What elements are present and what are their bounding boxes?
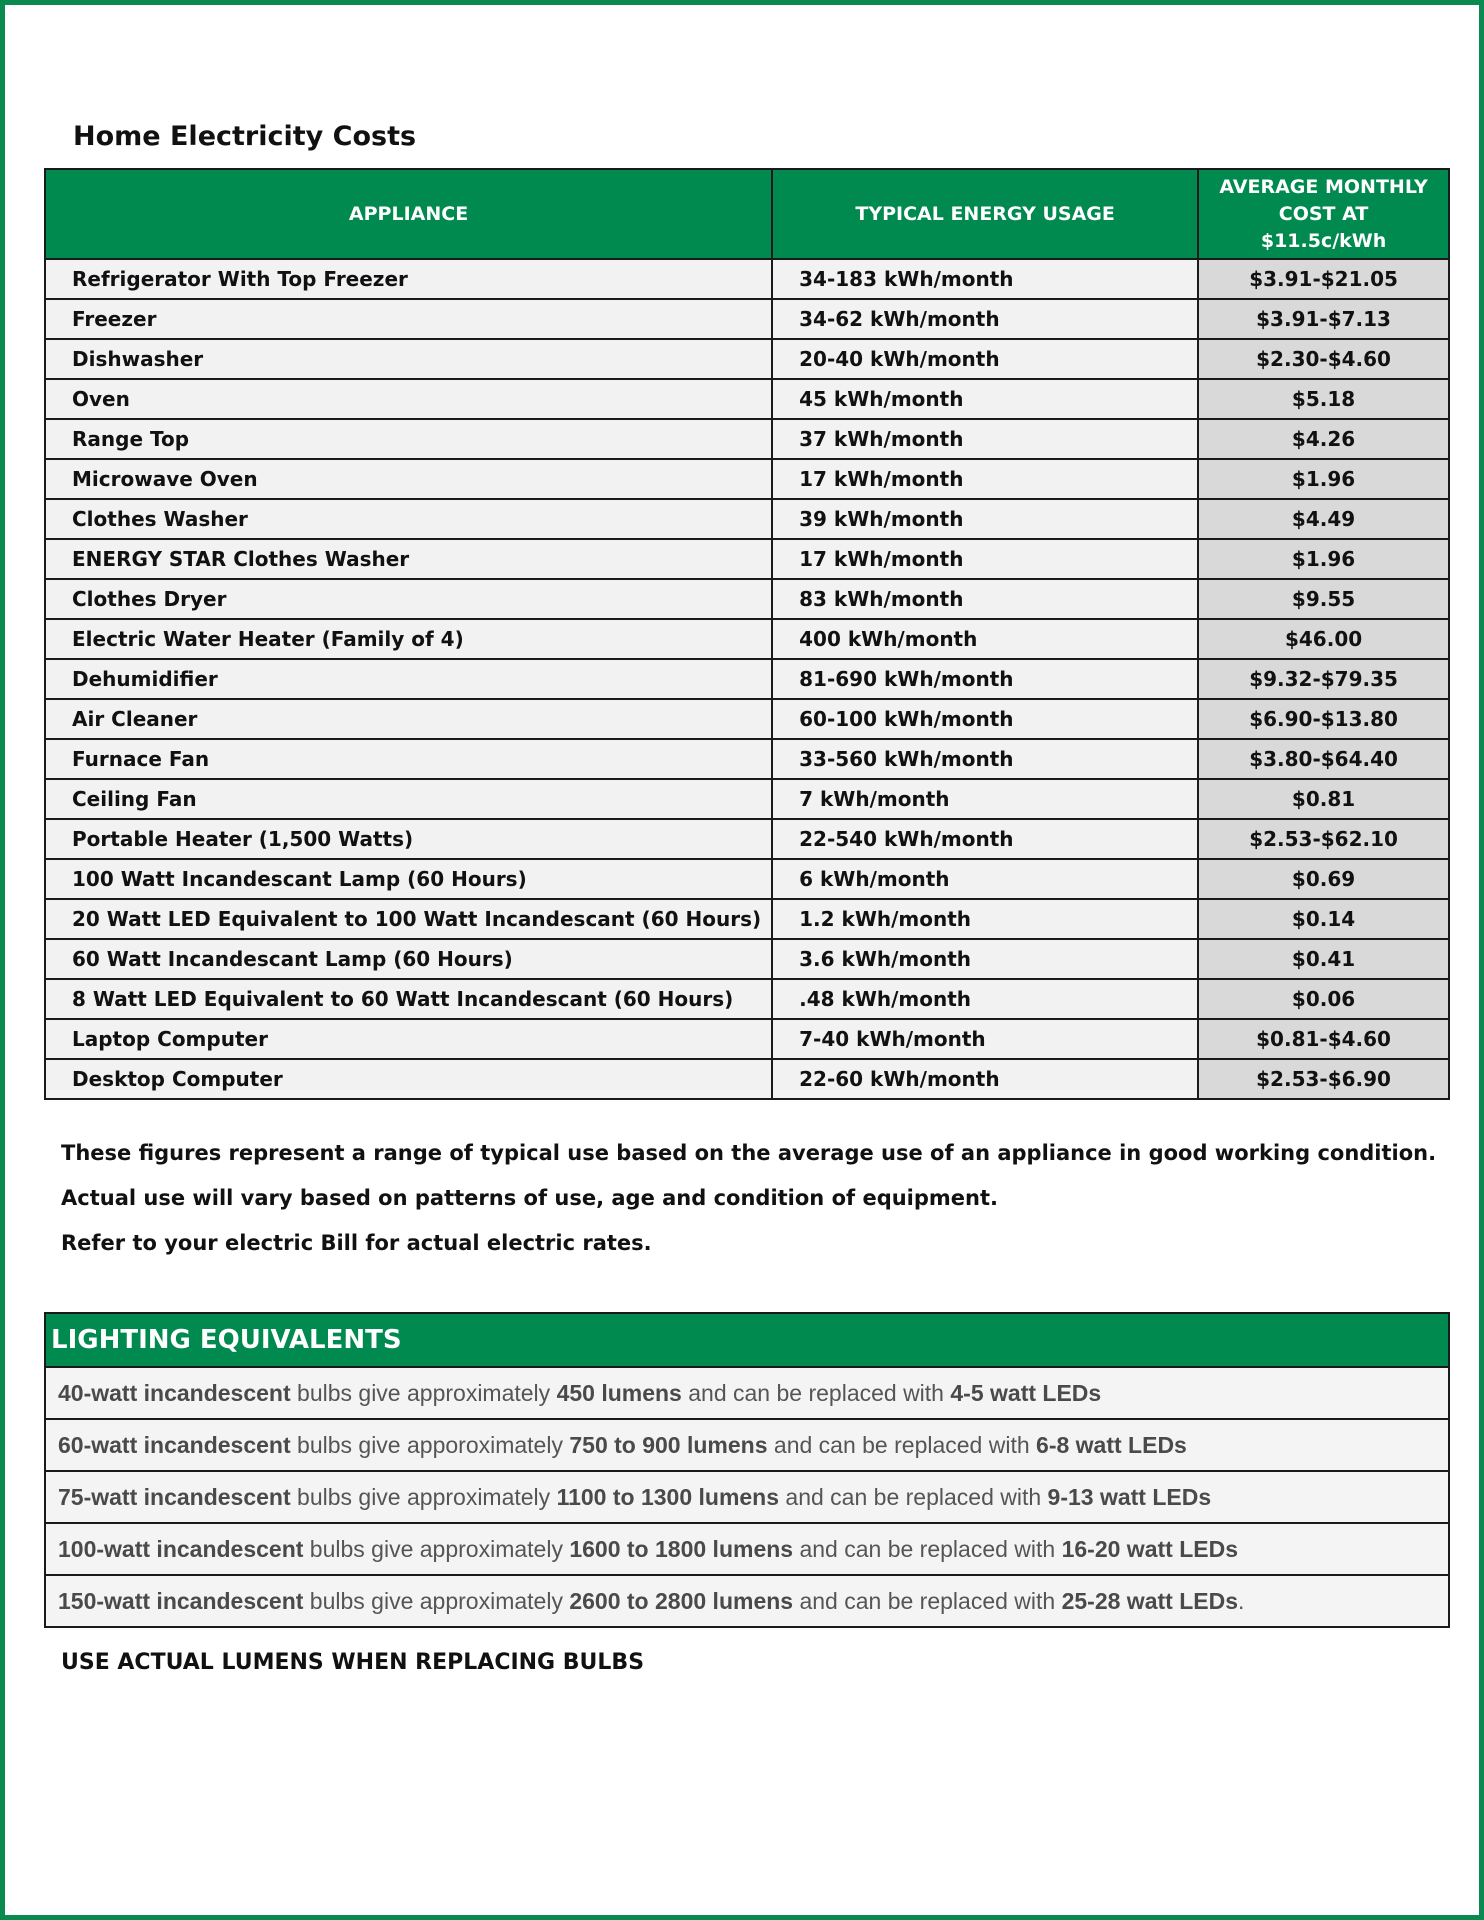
cost-cell: $0.69 — [1198, 859, 1449, 899]
appliance-cell: 60 Watt Incandescant Lamp (60 Hours) — [45, 939, 772, 979]
lighting-mid: bulbs give approximately — [290, 1379, 557, 1406]
table-row — [45, 659, 1449, 699]
lighting-mid: bulbs give approximately — [303, 1535, 570, 1562]
table-row — [45, 1019, 1449, 1059]
appliance-cell: Dishwasher — [45, 339, 772, 379]
costs-table-body — [45, 259, 1449, 1099]
lighting-tail: and can be replaced with — [793, 1587, 1062, 1614]
lighting-row — [45, 1419, 1449, 1471]
cost-cell: $2.53-$6.90 — [1198, 1059, 1449, 1099]
cost-cell: $0.41 — [1198, 939, 1449, 979]
header-cost-line1: AVERAGE MONTHLY COST AT — [1219, 175, 1428, 225]
page-title: Home Electricity Costs — [73, 121, 417, 152]
lighting-cell — [45, 1367, 1449, 1419]
lighting-cell — [45, 1471, 1449, 1523]
usage-cell: 34-183 kWh/month — [772, 259, 1198, 299]
lighting-mid: bulbs give approximately — [290, 1483, 557, 1510]
lighting-cell — [45, 1575, 1449, 1627]
lighting-lumens: 2600 to 2800 lumens — [569, 1587, 794, 1614]
cost-cell: $4.26 — [1198, 419, 1449, 459]
lighting-led: 16-20 watt LEDs — [1061, 1535, 1238, 1562]
cost-cell: $6.90-$13.80 — [1198, 699, 1449, 739]
table-row — [45, 259, 1449, 299]
table-row — [45, 979, 1449, 1019]
appliance-cell: 20 Watt LED Equivalent to 100 Watt Incandescant (60 Hours) — [45, 899, 772, 939]
usage-cell: .48 kWh/month — [772, 979, 1198, 1019]
appliance-cell: Dehumidifier — [45, 659, 772, 699]
header-appliance: APPLIANCE — [45, 169, 772, 259]
table-row — [45, 299, 1449, 339]
cost-cell: $0.81 — [1198, 779, 1449, 819]
cost-cell: $0.06 — [1198, 979, 1449, 1019]
appliance-cell: Portable Heater (1,500 Watts) — [45, 819, 772, 859]
usage-cell: 7-40 kWh/month — [772, 1019, 1198, 1059]
notes — [61, 1141, 1436, 1276]
cost-cell: $4.49 — [1198, 499, 1449, 539]
usage-cell: 45 kWh/month — [772, 379, 1198, 419]
lighting-tail: and can be replaced with — [779, 1483, 1048, 1510]
usage-cell: 7 kWh/month — [772, 779, 1198, 819]
usage-cell: 34-62 kWh/month — [772, 299, 1198, 339]
usage-cell: 33-560 kWh/month — [772, 739, 1198, 779]
cost-cell: $9.32-$79.35 — [1198, 659, 1449, 699]
appliance-cell: Microwave Oven — [45, 459, 772, 499]
table-header-row — [45, 169, 1449, 259]
table-row — [45, 539, 1449, 579]
lighting-bulb: 40-watt incandescent — [58, 1379, 291, 1406]
table-row — [45, 939, 1449, 979]
usage-cell: 60-100 kWh/month — [772, 699, 1198, 739]
table-row — [45, 779, 1449, 819]
appliance-cell: Freezer — [45, 299, 772, 339]
usage-cell: 81-690 kWh/month — [772, 659, 1198, 699]
lighting-tail: and can be replaced with — [793, 1535, 1062, 1562]
usage-cell: 3.6 kWh/month — [772, 939, 1198, 979]
table-row — [45, 819, 1449, 859]
note-line: Refer to your electric Bill for actual electric rates. — [61, 1231, 652, 1255]
cost-cell: $3.80-$64.40 — [1198, 739, 1449, 779]
cost-cell: $1.96 — [1198, 459, 1449, 499]
cost-cell: $3.91-$21.05 — [1198, 259, 1449, 299]
appliance-cell: Electric Water Heater (Family of 4) — [45, 619, 772, 659]
lighting-row — [45, 1471, 1449, 1523]
appliance-cell: Laptop Computer — [45, 1019, 772, 1059]
lighting-table-body — [45, 1367, 1449, 1627]
table-row — [45, 699, 1449, 739]
lighting-header: LIGHTING EQUIVALENTS — [45, 1313, 1449, 1367]
appliance-cell: Refrigerator With Top Freezer — [45, 259, 772, 299]
table-row — [45, 859, 1449, 899]
lighting-mid: bulbs give approximately — [303, 1587, 570, 1614]
cost-cell: $5.18 — [1198, 379, 1449, 419]
usage-cell: 22-60 kWh/month — [772, 1059, 1198, 1099]
usage-cell: 1.2 kWh/month — [772, 899, 1198, 939]
lighting-led: 9-13 watt LEDs — [1047, 1483, 1212, 1510]
lighting-bulb: 100-watt incandescent — [58, 1535, 304, 1562]
usage-cell: 20-40 kWh/month — [772, 339, 1198, 379]
cost-cell: $3.91-$7.13 — [1198, 299, 1449, 339]
lighting-cell — [45, 1419, 1449, 1471]
lighting-cell — [45, 1523, 1449, 1575]
lighting-bulb: 75-watt incandescent — [58, 1483, 291, 1510]
cost-cell: $2.30-$4.60 — [1198, 339, 1449, 379]
lighting-lumens: 750 to 900 lumens — [569, 1431, 768, 1458]
lighting-led: 4-5 watt LEDs — [950, 1379, 1102, 1406]
cost-cell: $9.55 — [1198, 579, 1449, 619]
usage-cell: 83 kWh/month — [772, 579, 1198, 619]
lighting-led: 6-8 watt LEDs — [1036, 1431, 1187, 1458]
lighting-lumens: 1100 to 1300 lumens — [556, 1483, 780, 1510]
appliance-cell: 8 Watt LED Equivalent to 60 Watt Incandescant (60 Hours) — [45, 979, 772, 1019]
lighting-bulb: 60-watt incandescent — [58, 1431, 291, 1458]
cost-cell: $2.53-$62.10 — [1198, 819, 1449, 859]
lighting-row — [45, 1367, 1449, 1419]
table-row — [45, 499, 1449, 539]
appliance-cell: Clothes Washer — [45, 499, 772, 539]
table-row — [45, 899, 1449, 939]
note-line: These figures represent a range of typical use based on the average use of an appliance in good working condition. — [61, 1141, 1437, 1165]
lighting-row — [45, 1523, 1449, 1575]
appliance-cell: Air Cleaner — [45, 699, 772, 739]
cost-cell: $46.00 — [1198, 619, 1449, 659]
appliance-cell: Desktop Computer — [45, 1059, 772, 1099]
lighting-mid: bulbs give apporoximately — [290, 1431, 570, 1458]
appliance-cell: Ceiling Fan — [45, 779, 772, 819]
appliance-cell: Furnace Fan — [45, 739, 772, 779]
appliance-cell: ENERGY STAR Clothes Washer — [45, 539, 772, 579]
usage-cell: 22-540 kWh/month — [772, 819, 1198, 859]
cost-cell: $0.81-$4.60 — [1198, 1019, 1449, 1059]
lighting-lumens: 1600 to 1800 lumens — [569, 1535, 794, 1562]
usage-cell: 6 kWh/month — [772, 859, 1198, 899]
footer-note: USE ACTUAL LUMENS WHEN REPLACING BULBS — [61, 1650, 645, 1675]
table-row — [45, 459, 1449, 499]
electricity-costs-table — [44, 168, 1450, 1100]
appliance-cell: Oven — [45, 379, 772, 419]
lighting-tail: and can be replaced with — [681, 1379, 951, 1406]
table-row — [45, 339, 1449, 379]
lighting-lumens: 450 lumens — [556, 1379, 682, 1406]
table-row — [45, 579, 1449, 619]
usage-cell: 400 kWh/month — [772, 619, 1198, 659]
table-row — [45, 1059, 1449, 1099]
appliance-cell: Range Top — [45, 419, 772, 459]
usage-cell: 17 kWh/month — [772, 459, 1198, 499]
header-usage: TYPICAL ENERGY USAGE — [772, 169, 1198, 259]
header-cost-line2: $11.5c/kWh — [1260, 229, 1387, 252]
cost-cell: $0.14 — [1198, 899, 1449, 939]
table-row — [45, 419, 1449, 459]
note-line: Actual use will vary based on patterns of use, age and condition of equipment. — [61, 1186, 998, 1210]
lighting-end: . — [1238, 1587, 1245, 1614]
appliance-cell: Clothes Dryer — [45, 579, 772, 619]
usage-cell: 39 kWh/month — [772, 499, 1198, 539]
table-row — [45, 739, 1449, 779]
appliance-cell: 100 Watt Incandescant Lamp (60 Hours) — [45, 859, 772, 899]
lighting-bulb: 150-watt incandescent — [58, 1587, 304, 1614]
header-cost — [1198, 169, 1449, 259]
lighting-tail: and can be replaced with — [767, 1431, 1037, 1458]
lighting-equivalents-table — [44, 1312, 1450, 1628]
usage-cell: 17 kWh/month — [772, 539, 1198, 579]
usage-cell: 37 kWh/month — [772, 419, 1198, 459]
lighting-row — [45, 1575, 1449, 1627]
table-row — [45, 379, 1449, 419]
cost-cell: $1.96 — [1198, 539, 1449, 579]
lighting-led: 25-28 watt LEDs — [1061, 1587, 1238, 1614]
table-row — [45, 619, 1449, 659]
